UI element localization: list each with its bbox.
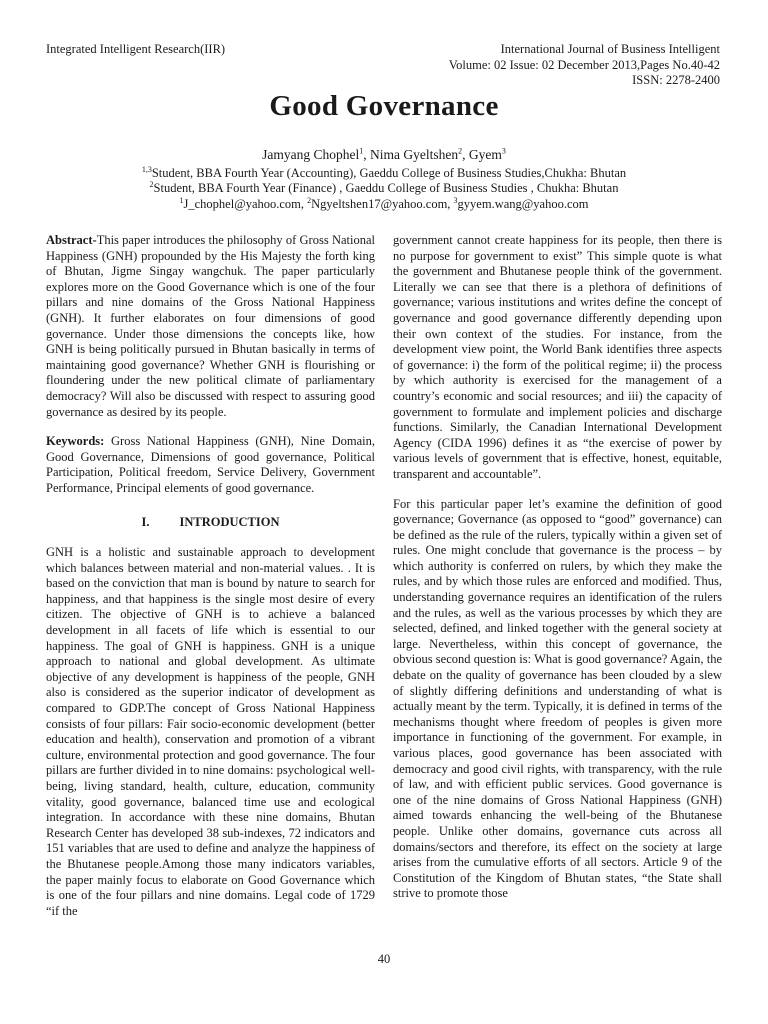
author-1: Jamyang Chophel — [262, 147, 360, 162]
abstract-label: Abstract- — [46, 233, 97, 247]
running-header-right — [340, 42, 720, 89]
running-header-left: Integrated Intelligent Research(IIR) — [46, 42, 226, 56]
paper-title: Good Governance — [269, 90, 499, 122]
author-emails — [0, 197, 768, 212]
journal-name: International Journal of Business Intelligent — [500, 42, 720, 56]
abstract — [46, 233, 375, 420]
email-2-sup: 2 — [307, 195, 312, 205]
right-column — [393, 233, 722, 902]
author-2: , Nima Gyeltshen — [363, 147, 459, 162]
author-1-sup: 1 — [359, 146, 364, 156]
affiliation-1 — [0, 166, 768, 181]
right-paragraph-1: government cannot create happiness for its people, then there is no purpose for government to exist” This simple quote is what the government and Bhutanese people think of the government. Literally we can see that there is a plethora of definitions of governance; various institutions and writes define the concept of governance and good governance differently depending upon their own context of the studies. For instance, from the development view point, the World Bank identifies three aspects of governance: i) the form of the political regime; ii) the process by which authority is exercised for the management of a country’s economic and social resources; and iii) the capacity of government to formulate and implement policies and discharge functions. Similarly, the Canadian International Development Agency (CIDA 1996) defines it as “the exercise of power by various levels of government that is effective, honest, equitable, transparent and accountable”. — [393, 233, 722, 481]
section-number: I. — [141, 514, 150, 529]
keywords-label: Keywords: — [46, 434, 105, 449]
left-column — [46, 233, 375, 919]
affiliation-2 — [0, 181, 768, 196]
right-paragraph-2: For this particular paper let’s examine the definition of good governance; Governance (as opposed to “good” governance) can be defined as the rule of the rulers, typically within a given set of rules. One might conclude that governance is the process – by which authority is conferred on rulers, by which they make the rules, and by which those rules are enforced and modified. Thus, understanding governance requires an identification of the rulers and the rules, as well as the various processes by which they are selected, defined, and linked together with the general society at large. Nevertheless, within this concept of governance, the obvious second question is: What is good governance? Again, the debate on the quality of governance has been clouded by a slew of slightly differing definitions and understanding of what is actually meant by the term. Typically, it is defined in terms of the mechanisms thought where freedom of peoples is given more importance in functioning of the government. For example, in various places, good governance has been associated with democracy and good civil rights, with transparency, with the rule of law, and with efficient public services. Good governance is one of the nine domains of Gross National Happiness (GNH) aimed towards enhancing the well-being of the Bhutanese people. Unlike other domains, governance cuts across all domains/sectors and therefore, its effect on the society at large arises from the cumulative efforts of all sectors. Article 9 of the Constitution of the Kingdom of Bhutan states, “the State shall strive to promote those — [393, 496, 722, 901]
journal-volume: Volume: 02 Issue: 02 December 2013,Pages No.40-42 — [448, 57, 720, 72]
affiliation-2-sup: 2 — [149, 179, 154, 189]
keywords — [46, 434, 375, 496]
affiliation-1-sup: 1,3 — [141, 164, 152, 174]
author-3-sup: 3 — [501, 146, 506, 156]
section-title: INTRODUCTION — [179, 514, 280, 529]
affiliation-1-text: Student, BBA Fourth Year (Accounting), Gaeddu College of Business Studies,Chukha: Bhutan — [151, 166, 627, 180]
email-3-sup: 3 — [453, 195, 458, 205]
journal-issn: ISSN: 2278-2400 — [632, 73, 720, 87]
page-number: 40 — [377, 952, 391, 966]
keywords-text: Gross National Happiness (GNH), Nine Domain, Good Governance, Dimensions of good governance, Political Participation, Political freedom, Service Delivery, Government Performance, Principal elements of good governance. — [46, 434, 375, 495]
abstract-text: This paper introduces the philosophy of Gross National Happiness (GNH) propounded by the His Majesty the forth king of Bhutan, Jigme Singay wangchuk. The paper particularly explores more on the Good Governance which is one of the four pillars and nine domains of the Gross National Happiness (GNH). It further elaborates on four dimensions of good governance. Under those dimensions the concepts like, how GNH is being politically pursued in Bhutan basically in terms of maintaining good governance? Whether GNH is flourishing or floundering under the new political climate of parliamentary democracy? Will also be discussed with respect to assuring good governance as desired by its people. — [46, 233, 375, 419]
author-3: , Gyem — [462, 147, 502, 162]
intro-paragraph: GNH is a holistic and sustainable approach to development which balances between material and non-material values. . It is based on the conviction that man is bound by nature to search for happiness, and that happiness is the single most desire of every citizen. The objective of GNH is to achieve a balanced development in all facets of life which is essential to our happiness. The goal of GNH is happiness. GNH is a unique approach to national and global development. As ultimate objective of any development is happiness of the people, GNH also is considered as the superior indicator of development as compared to GDP.The concept of Gross National Happiness consists of four pillars: Fair socio-economic development (better education and health), conservation and promotion of a vibrant culture, environmental protection and good governance. The four pillars are further divided in to nine domains: psychological well-being, living standard, health, culture, education, community vitality, good governance, balanced time use and ecological integration. In accordance with these nine domains, Bhutan Research Center has developed 38 sub-indexes, 72 indicators and 151 variables that are used to define and analyze the happiness of the Bhutanese people.Among those many indicators variables, the paper mainly focus to elaborate on Good Governance which is one of the four pillars and nine domains. Legal code of 1729 “if the — [46, 545, 375, 918]
section-heading-introduction — [46, 511, 375, 546]
affiliation-2-text: Student, BBA Fourth Year (Finance) , Gaeddu College of Business Studies , Chukha: Bhutan — [153, 181, 619, 195]
email-1[interactable]: J_chophel@yahoo.com, — [183, 197, 308, 211]
author-list — [0, 147, 768, 163]
email-3[interactable]: gyyem.wang@yahoo.com — [457, 197, 589, 211]
email-1-sup: 1 — [179, 195, 184, 205]
author-2-sup: 2 — [458, 146, 463, 156]
email-2[interactable]: Ngyeltshen17@yahoo.com, — [311, 197, 454, 211]
